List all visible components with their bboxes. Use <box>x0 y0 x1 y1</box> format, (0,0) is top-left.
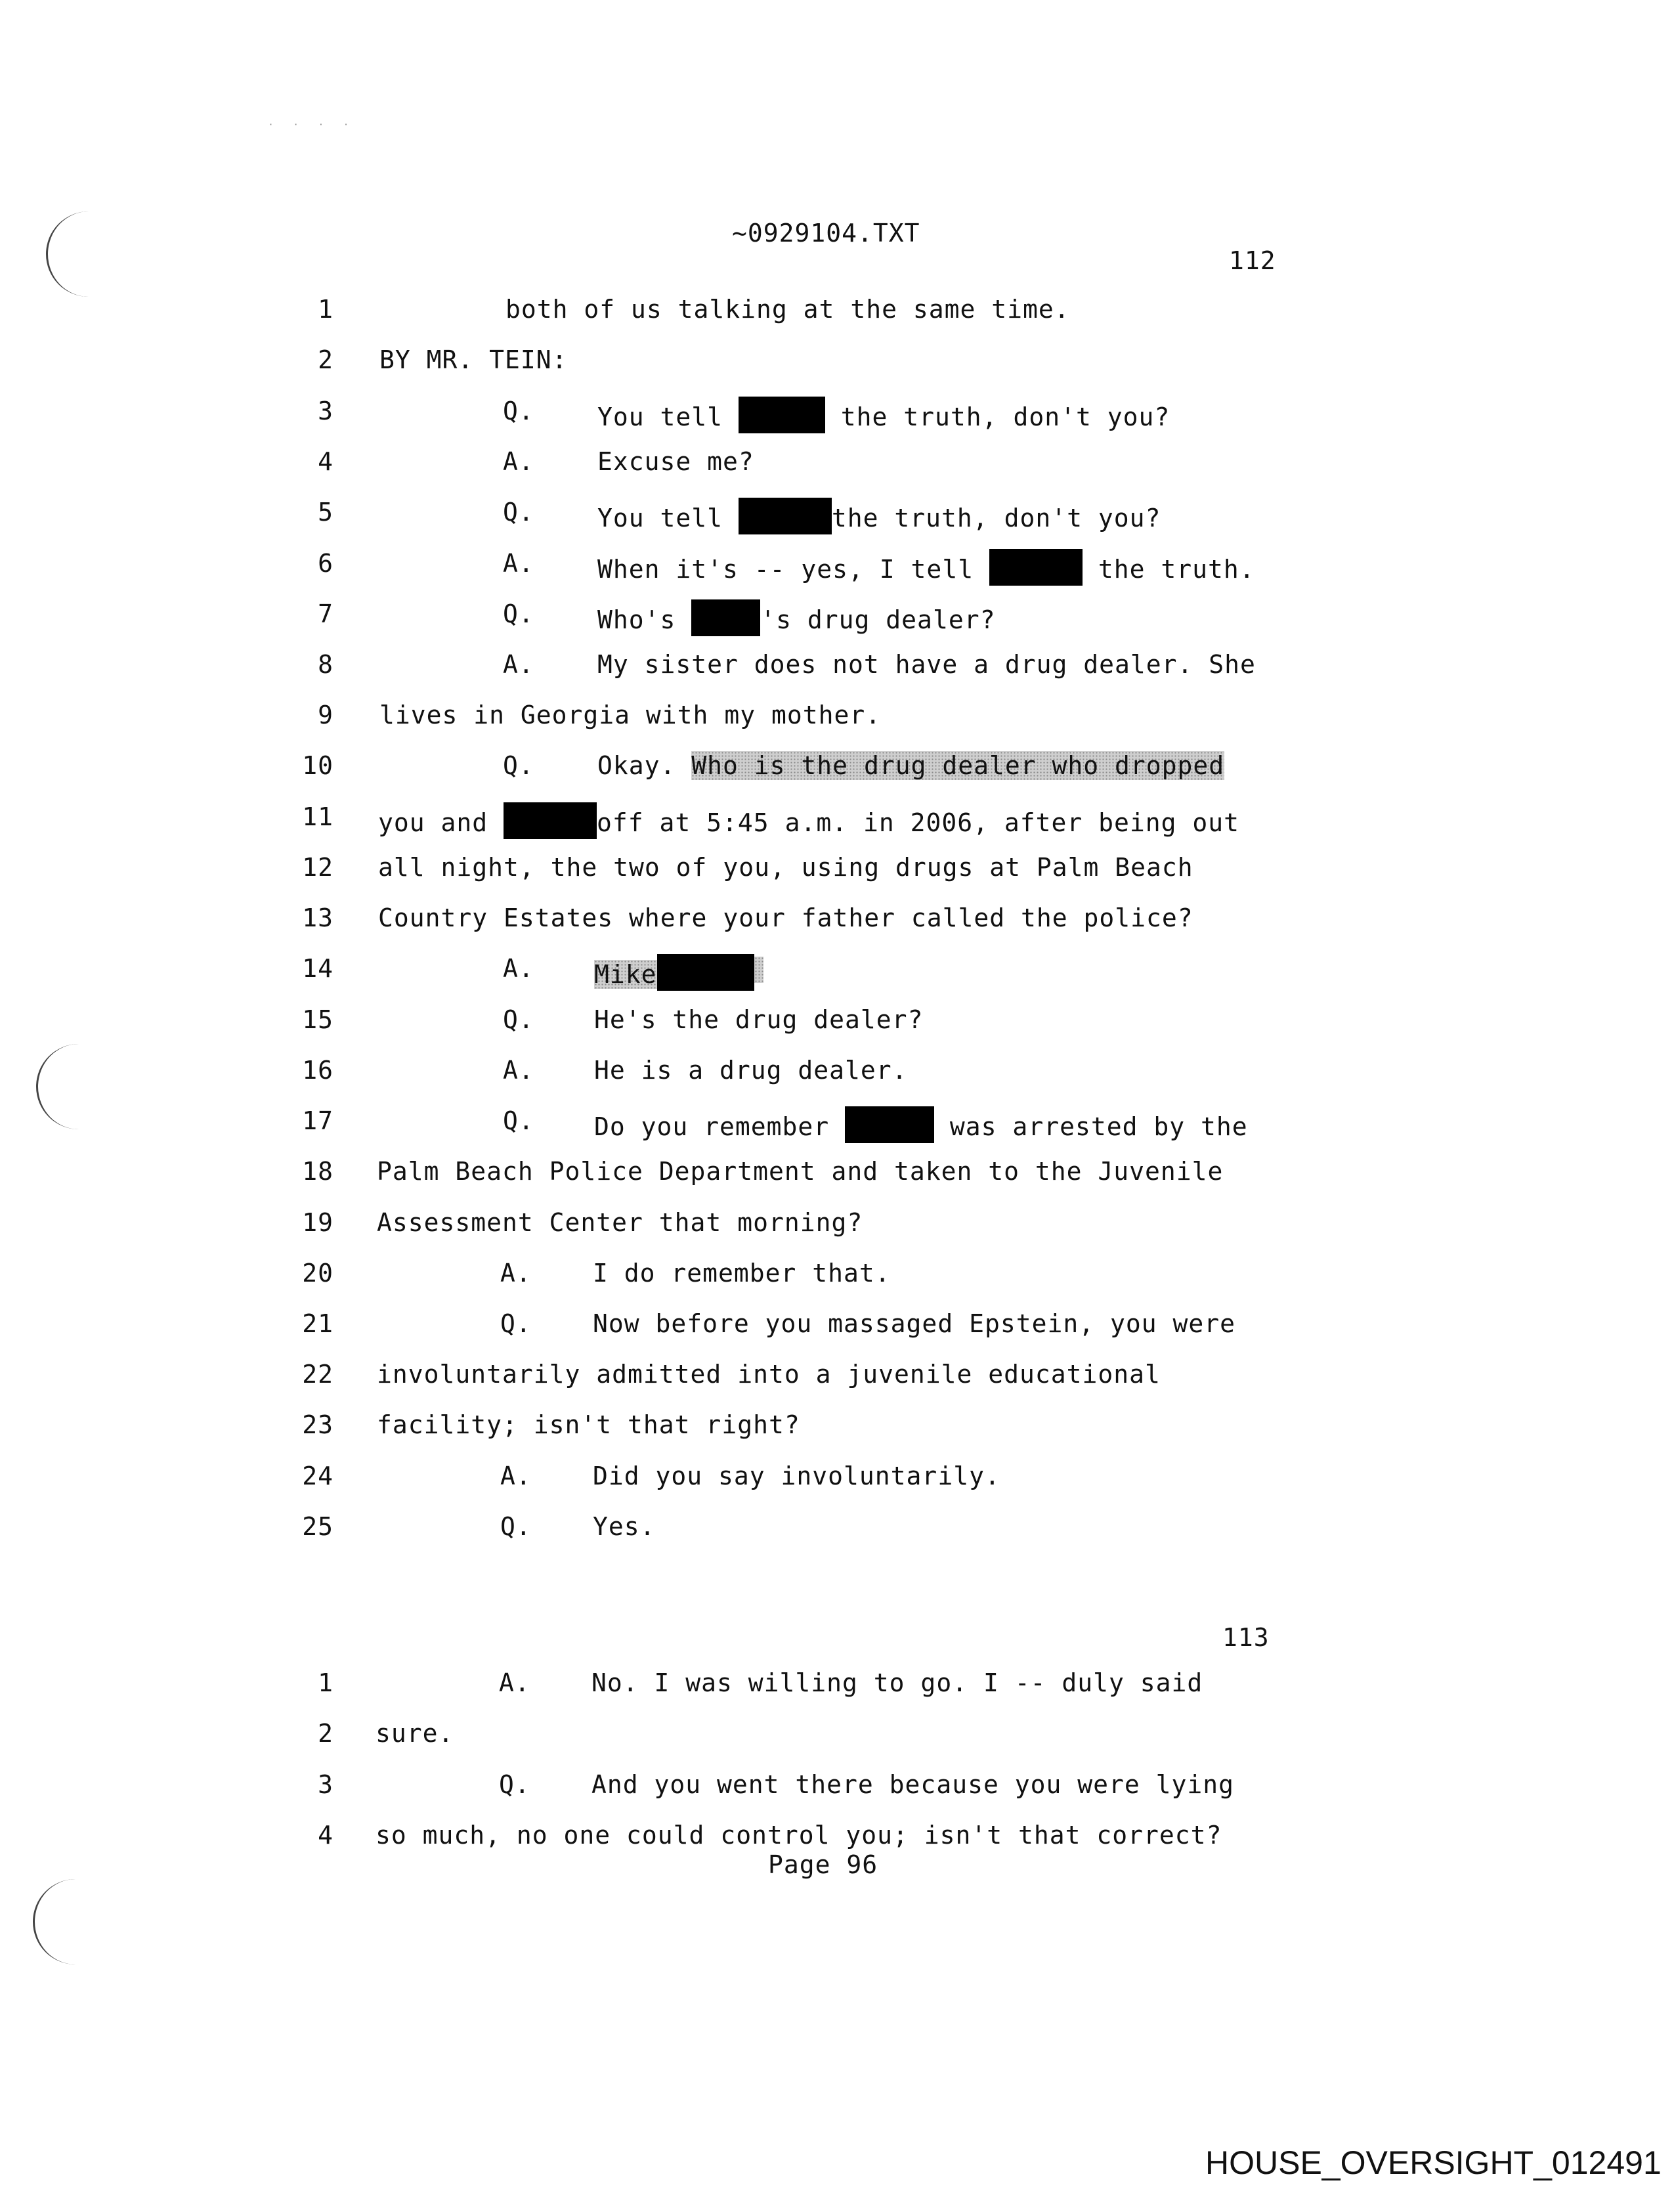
line-number: 23 <box>302 1410 333 1439</box>
redaction-box <box>504 802 597 839</box>
line-text-post: the truth. <box>1082 555 1255 584</box>
scan-specks: · · · · <box>269 118 357 131</box>
transcript-line <box>0 701 1674 740</box>
line-text <box>594 954 763 991</box>
highlight-tail <box>754 957 763 983</box>
answer-label: A. <box>500 1462 532 1490</box>
line-text-pre: When it's -- yes, I tell <box>597 555 989 584</box>
page-number-113: 113 <box>1222 1623 1270 1652</box>
question-label: Q. <box>503 751 534 780</box>
line-text-pre: You tell <box>597 402 739 431</box>
line-text: lives in Georgia with my mother. <box>379 701 882 729</box>
line-number: 18 <box>302 1157 333 1186</box>
line-number: 7 <box>318 599 333 628</box>
line-text-post: 's drug dealer? <box>760 605 996 634</box>
line-text: Country Estates where your father called the police? <box>378 903 1193 932</box>
line-text: facility; isn't that right? <box>377 1410 800 1439</box>
transcript-line <box>0 650 1674 689</box>
line-text-pre: you and <box>378 808 504 837</box>
highlighted-text: Who is the drug dealer who dropped <box>691 751 1225 780</box>
question-label: Q. <box>500 1309 532 1338</box>
transcript-line <box>0 802 1674 842</box>
redaction-box <box>845 1106 934 1143</box>
line-number: 19 <box>302 1208 333 1237</box>
transcript-line <box>0 751 1674 791</box>
line-number: 11 <box>302 802 333 831</box>
transcript-line <box>0 1360 1674 1399</box>
transcript-line <box>0 1719 1674 1758</box>
line-text: so much, no one could control you; isn't that correct? <box>376 1821 1222 1850</box>
line-text-pre: Okay. <box>597 751 692 780</box>
line-text-post: the truth, don't you? <box>831 504 1161 532</box>
line-text: Did you say involuntarily. <box>593 1462 1000 1490</box>
bates-number: HOUSE_OVERSIGHT_012491 <box>1205 2144 1662 2181</box>
line-number: 4 <box>318 1821 333 1850</box>
line-text: He is a drug dealer. <box>594 1056 908 1085</box>
transcript-line <box>0 295 1674 334</box>
line-text: I do remember that. <box>593 1259 891 1288</box>
line-text: No. I was willing to go. I -- duly said <box>591 1668 1203 1697</box>
transcript-line <box>0 1309 1674 1349</box>
line-number: 15 <box>302 1005 333 1034</box>
transcript-line <box>0 1410 1674 1450</box>
transcript-line <box>0 1005 1674 1045</box>
page-number-112: 112 <box>1229 246 1276 275</box>
line-number: 4 <box>318 447 333 476</box>
line-text: Yes. <box>593 1512 656 1541</box>
question-label: Q. <box>503 397 534 425</box>
transcript-line <box>0 954 1674 993</box>
punch-hole-top <box>46 211 120 297</box>
line-text: He's the drug dealer? <box>594 1005 924 1034</box>
transcript-line <box>0 903 1674 943</box>
line-text: all night, the two of you, using drugs at Palm Beach <box>378 853 1193 882</box>
redaction-box <box>657 954 754 991</box>
line-text: Palm Beach Police Department and taken to the Juvenile <box>377 1157 1224 1186</box>
line-text <box>597 751 1224 780</box>
answer-label: A. <box>500 1259 532 1288</box>
line-text: BY MR. TEIN: <box>379 345 568 374</box>
line-number: 1 <box>318 295 333 324</box>
line-text-post: the truth, don't you? <box>825 402 1170 431</box>
line-text: Now before you massaged Epstein, you were <box>593 1309 1235 1338</box>
line-text-post: off at 5:45 a.m. in 2006, after being out <box>597 808 1240 837</box>
footer-page-label: Page 96 <box>768 1850 878 1879</box>
question-label: Q. <box>503 498 534 527</box>
line-text <box>597 498 1161 534</box>
line-text <box>597 549 1255 586</box>
transcript-line <box>0 1208 1674 1247</box>
transcript-line <box>0 1259 1674 1298</box>
line-text: Assessment Center that morning? <box>377 1208 863 1237</box>
line-number: 6 <box>318 549 333 578</box>
question-label: Q. <box>503 599 534 628</box>
line-text: involuntarily admitted into a juvenile educational <box>377 1360 1161 1389</box>
question-label: Q. <box>499 1770 530 1799</box>
redaction-box <box>739 397 825 433</box>
line-text-post: was arrested by the <box>934 1112 1248 1141</box>
line-text: And you went there because you were lying <box>591 1770 1234 1799</box>
line-number: 16 <box>302 1056 333 1085</box>
line-number: 5 <box>318 498 333 527</box>
line-text-pre: You tell <box>597 504 739 532</box>
line-number: 17 <box>302 1106 333 1135</box>
transcript-line <box>0 397 1674 436</box>
line-number: 2 <box>318 345 333 374</box>
transcript-line <box>0 549 1674 588</box>
answer-label: A. <box>499 1668 530 1697</box>
line-text: both of us talking at the same time. <box>505 295 1070 324</box>
transcript-line <box>0 1668 1674 1708</box>
transcript-line <box>0 599 1674 639</box>
transcript-line <box>0 853 1674 892</box>
line-number: 25 <box>302 1512 333 1541</box>
line-number: 1 <box>318 1668 333 1697</box>
transcript-line <box>0 1770 1674 1810</box>
question-label: Q. <box>503 1106 534 1135</box>
redaction-box <box>691 599 760 636</box>
line-text: sure. <box>376 1719 454 1748</box>
line-number: 13 <box>302 903 333 932</box>
line-number: 21 <box>302 1309 333 1338</box>
transcript-line <box>0 498 1674 537</box>
transcript-line <box>0 345 1674 385</box>
redaction-box <box>989 549 1083 586</box>
line-number: 3 <box>318 397 333 425</box>
answer-label: A. <box>503 1056 534 1085</box>
transcript-line <box>0 447 1674 487</box>
answer-label: A. <box>503 650 534 679</box>
transcript-line <box>0 1512 1674 1551</box>
line-number: 20 <box>302 1259 333 1288</box>
line-number: 8 <box>318 650 333 679</box>
question-label: Q. <box>500 1512 532 1541</box>
line-number: 3 <box>318 1770 333 1799</box>
transcript-line <box>0 1056 1674 1095</box>
redaction-box <box>739 498 832 534</box>
line-text-pre: Do you remember <box>594 1112 846 1141</box>
answer-label: A. <box>503 447 534 476</box>
line-number: 10 <box>302 751 333 780</box>
line-number: 9 <box>318 701 333 729</box>
line-number: 24 <box>302 1462 333 1490</box>
highlighted-text: Mike <box>594 960 657 989</box>
line-number: 14 <box>302 954 333 983</box>
punch-hole-bottom <box>33 1879 107 1964</box>
line-text <box>597 599 995 636</box>
line-number: 2 <box>318 1719 333 1748</box>
line-text <box>594 1106 1248 1143</box>
answer-label: A. <box>503 549 534 578</box>
line-text <box>597 397 1170 433</box>
line-text <box>378 802 1239 839</box>
file-title: ~0929104.TXT <box>732 219 920 248</box>
answer-label: A. <box>503 954 534 983</box>
line-text: Excuse me? <box>597 447 754 476</box>
question-label: Q. <box>503 1005 534 1034</box>
transcript-line <box>0 1157 1674 1196</box>
line-text-pre: Who's <box>597 605 692 634</box>
line-number: 22 <box>302 1360 333 1389</box>
line-text: My sister does not have a drug dealer. She <box>597 650 1256 679</box>
transcript-line <box>0 1106 1674 1146</box>
line-number: 12 <box>302 853 333 882</box>
transcript-line <box>0 1462 1674 1501</box>
